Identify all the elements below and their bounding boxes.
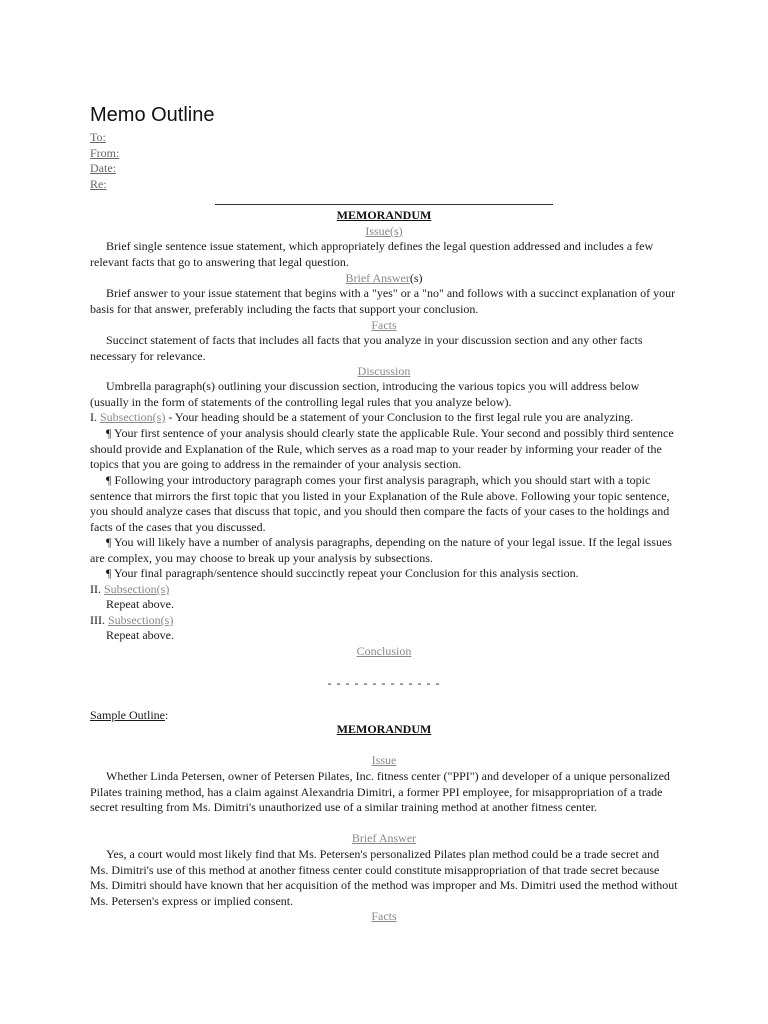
issue-heading: [90, 224, 678, 239]
brief-answer-heading-suffix: (s): [409, 271, 423, 285]
analysis-paragraph-one: ¶ Your first sentence of your analysis should clearly state the applicable Rule. Your second and possibly third sentence should provide and Explanation of the Rule, which serves as a road map to your reader by informing your reader of the topics that you are going to address in the remainder of your analysis section.: [90, 426, 674, 472]
sample-brief-answer-paragraph: Yes, a court would most likely find that Ms. Petersen's personalized Pilates plan method could be a trade secret and Ms. Dimitri's use of this method at another fitness center could constitute misappropriation of that trade secret because Ms. Dimitri should have known that her acquisition of the method was improper and Ms. Dimitri used the method without Ms. Petersen's express or implied consent.: [90, 847, 678, 908]
facts-heading-text: Facts: [371, 318, 397, 332]
conclusion-heading: [90, 644, 678, 659]
section-separator: - - - - - - - - - - - - -: [327, 676, 441, 690]
section-two-link[interactable]: Subsection(s): [104, 582, 170, 596]
section-three-line: [90, 613, 678, 629]
section-one-numeral: I.: [90, 410, 97, 424]
sample-brief-answer-heading-text: Brief Answer: [351, 831, 417, 845]
section-two-repeat: Repeat above.: [106, 597, 174, 611]
section-one-link[interactable]: Subsection(s): [100, 410, 166, 424]
discussion-heading-text: Discussion: [357, 364, 411, 378]
section-three-link[interactable]: Subsection(s): [108, 613, 174, 627]
date-field: Date:: [90, 161, 116, 175]
analysis-paragraph-three: ¶ You will likely have a number of analysis paragraphs, depending on the nature of your legal issue. If the legal issues are complex, you may choose to break up your analysis by subsections.: [90, 535, 672, 565]
discussion-paragraph: Umbrella paragraph(s) outlining your discussion section, introducing the various topics you will address below (usually in the form of statements of the controlling legal rules that you analyze below).: [90, 379, 640, 409]
sample-issue-paragraph: Whether Linda Petersen, owner of Petersen Pilates, Inc. fitness center ("PPI") and developer of a unique personalized Pilates training method, has a claim against Alexandria Dimitri, a former PPI employee, for misappropriation of a trade secret resulting from Ms. Dimitri's unauthorized use of a similar training method at another fitness center.: [90, 769, 670, 815]
memorandum-heading: MEMORANDUM: [336, 208, 432, 222]
to-field: To:: [90, 130, 106, 144]
issue-heading-text: Issue(s): [365, 224, 403, 238]
sample-memorandum-heading: MEMORANDUM: [336, 722, 432, 736]
sample-facts-heading: [90, 909, 678, 924]
section-one-text: - Your heading should be a statement of your Conclusion to the first legal rule you are analyzing.: [165, 410, 634, 424]
analysis-paragraph-four: ¶ Your final paragraph/sentence should succinctly repeat your Conclusion for this analysis section.: [106, 566, 579, 580]
issue-paragraph: Brief single sentence issue statement, which appropriately defines the legal question addressed and includes a few relevant facts that go to answering that legal question.: [90, 239, 654, 269]
facts-heading: [90, 318, 678, 333]
section-two-numeral: II.: [90, 582, 101, 596]
discussion-heading: [90, 364, 678, 379]
section-one-line: [90, 410, 678, 426]
sample-issue-heading-text: Issue: [371, 753, 397, 767]
document-title: Memo Outline: [90, 104, 215, 126]
sample-brief-answer-heading: [90, 831, 678, 846]
brief-answer-heading: [90, 271, 678, 286]
brief-answer-heading-text: Brief Answer: [345, 271, 410, 285]
facts-paragraph: Succinct statement of facts that includes all facts that you analyze in your discussion section and any other facts necessary for relevance.: [90, 333, 643, 363]
section-two-line: [90, 582, 678, 598]
header-divider: [215, 204, 553, 205]
analysis-paragraph-two: ¶ Following your introductory paragraph comes your first analysis paragraph, which you should start with a topic sentence that mirrors the first topic that you listed in your Explanation of the Rule above. Following your topic sentence, you should analyze cases that discuss that topic, and you should then compare the facts of your cases to the holdings and facts of the cases that you discussed.: [90, 473, 670, 534]
section-three-numeral: III.: [90, 613, 105, 627]
sample-issue-heading: [90, 753, 678, 768]
from-field: From:: [90, 146, 120, 160]
sample-outline-label-suffix: :: [165, 708, 169, 722]
sample-outline-label-text: Sample Outline: [90, 708, 165, 722]
re-field: Re:: [90, 177, 107, 191]
sample-outline-label: [90, 708, 168, 723]
conclusion-heading-text: Conclusion: [356, 644, 412, 658]
sample-facts-heading-text: Facts: [371, 909, 397, 923]
section-three-repeat: Repeat above.: [106, 628, 174, 642]
brief-answer-paragraph: Brief answer to your issue statement that begins with a "yes" or a "no" and follows with a succinct explanation of your basis for that answer, preferably including the facts that support your conclusion.: [90, 286, 676, 316]
